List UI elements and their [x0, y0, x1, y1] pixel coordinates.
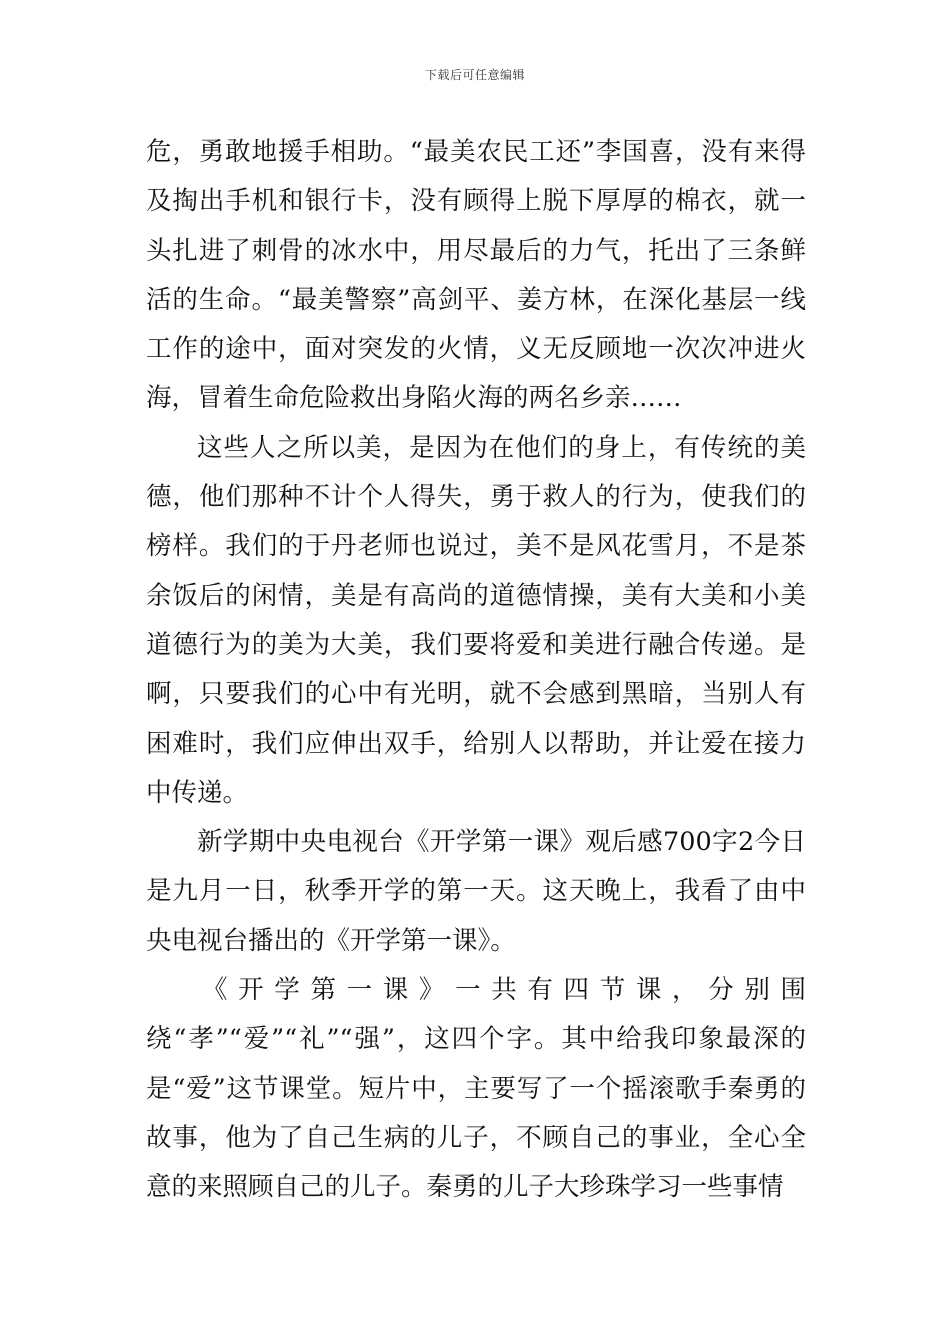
paragraph-4: 《开学第一课》一共有四节课，分别围绕“孝”“爱”“礼”“强”，这四个字。其中给我印象最深的是“爱”这节课堂。短片中，主要写了一个摇滚歌手秦勇的故事，他为了自己生病的儿子，不顾自己的事业，全心全意的来照顾自己的儿子。秦勇的儿子大珍珠学习一些事情 — [146, 975, 806, 1203]
document-body — [146, 128, 806, 1213]
paragraph-2: 这些人之所以美，是因为在他们的身上，有传统的美德，他们那种不计个人得失，勇于救人的行为，使我们的榜样。我们的于丹老师也说过，美不是风花雪月，不是茶余饭后的闲情，美是有高尚的道德情操，美有大美和小美道德行为的美为大美，我们要将爱和美进行融合传递。是啊，只要我们的心中有光明，就不会感到黑暗，当别人有困难时，我们应伸出双手，给别人以帮助，并让爱在接力中传递。 — [146, 432, 806, 808]
paragraph-1: 危，勇敢地援手相助。“最美农民工还”李国喜，没有来得及掏出手机和银行卡，没有顾得上脱下厚厚的棉衣，就一头扎进了刺骨的冰水中，用尽最后的力气，托出了三条鲜活的生命。“最美警察”高剑平、姜方林，在深化基层一线工作的途中，面对突发的火情，义无反顾地一次次冲进火海，冒着生命危险救出身陷火海的两名乡亲…… — [146, 137, 806, 414]
page-header-note: 下载后可任意编辑 — [424, 68, 525, 82]
paragraph-3: 新学期中央电视台《开学第一课》观后感700字2今日是九月一日，秋季开学的第一天。这天晚上，我看了由中央电视台播出的《开学第一课》。 — [146, 827, 806, 956]
